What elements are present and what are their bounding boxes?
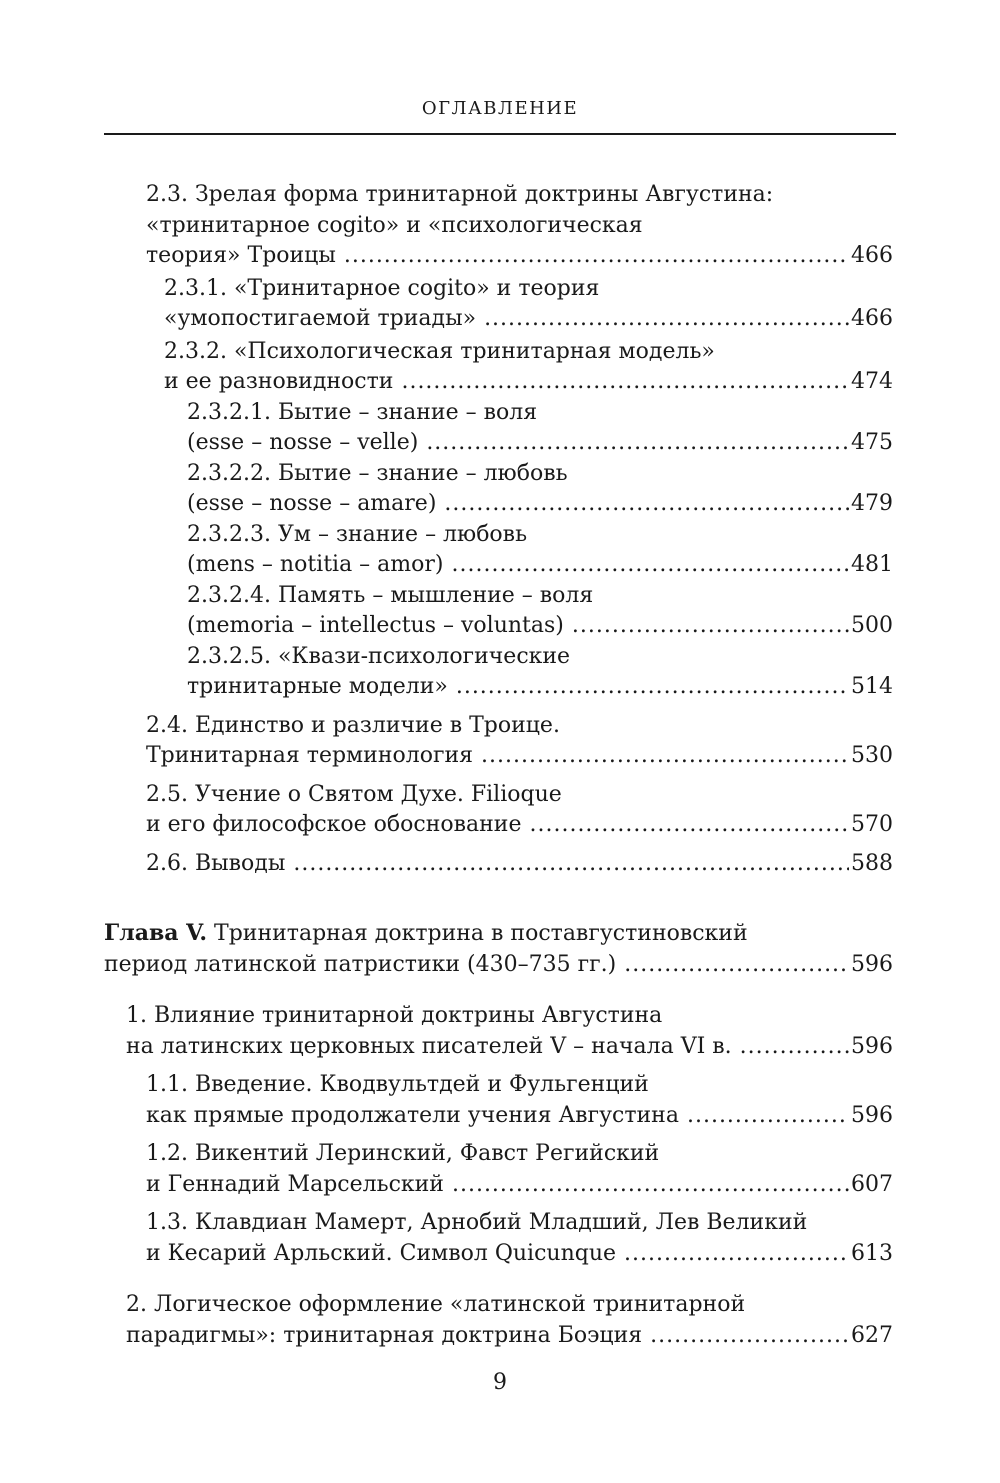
leader-dots — [344, 241, 849, 272]
toc-entry-line: 2.3.2.4. Память – мышление – воля — [187, 582, 594, 608]
toc-entry[interactable] — [0, 1139, 1000, 1200]
toc-entry[interactable] — [0, 1208, 1000, 1269]
toc-entry[interactable] — [0, 849, 1000, 880]
toc-entry-line: 1.2. Викентий Леринский, Фавст Регийский — [146, 1141, 660, 1166]
running-header: ОГЛАВЛЕНИЕ — [421, 98, 579, 119]
leader-dots — [426, 428, 849, 459]
toc-page-number: 514 — [851, 674, 893, 699]
toc-entry[interactable] — [0, 180, 1000, 272]
leader-dots — [444, 489, 849, 520]
toc-page-number: 570 — [851, 812, 893, 837]
toc-entry-line: 2. Логическое оформление «латинской тринитарной — [126, 1292, 746, 1317]
toc-entry-line: парадигмы»: тринитарная доктрина Боэция — [126, 1322, 643, 1348]
toc-entry-line: и Геннадий Марсельский — [146, 1171, 444, 1197]
chapter-label: Глава V. — [104, 920, 208, 946]
toc-entry-line: тринитарные модели» — [187, 674, 448, 699]
toc-entry-line: и ее разновидности — [164, 369, 394, 394]
toc-entry-line: и его философское обоснование — [146, 812, 522, 837]
leader-dots — [624, 950, 849, 981]
leader-dots — [572, 611, 849, 642]
toc-page-number: 627 — [851, 1322, 893, 1348]
toc-entry[interactable] — [0, 780, 1000, 841]
toc-entry-line: на латинских церковных писателей V – начала VI в. — [126, 1033, 732, 1059]
toc-entry-line: как прямые продолжатели учения Августина — [146, 1102, 679, 1128]
toc-entry-line: Тринитарная доктрина в поставгустиновский — [207, 921, 748, 946]
leader-dots — [650, 1321, 849, 1352]
toc-entry[interactable] — [0, 642, 1000, 703]
toc-entry[interactable] — [0, 398, 1000, 459]
toc-entry-line: и Кесарий Арльский. Символ Quicunque — [146, 1240, 617, 1266]
toc-entry-line: 2.4. Единство и различие в Троице. — [146, 712, 560, 738]
toc-entry-line: 2.3.2.2. Бытие – знание – любовь — [187, 460, 568, 486]
leader-dots — [452, 1170, 849, 1201]
toc-page-number: 607 — [851, 1171, 893, 1197]
toc-entry-line: (esse – nosse – velle) — [187, 430, 419, 455]
toc-entry[interactable] — [0, 1290, 1000, 1351]
toc-page-number: 613 — [851, 1240, 893, 1266]
header-rule — [104, 133, 896, 135]
toc-page-number: 530 — [851, 743, 893, 768]
toc-entry[interactable] — [0, 520, 1000, 581]
toc-page-number: 500 — [851, 613, 893, 638]
toc-page-number: 481 — [851, 552, 893, 577]
toc-entry-line: 2.3.1. «Тринитарное cogito» и теория — [164, 275, 600, 301]
page-number: 9 — [493, 1370, 507, 1395]
leader-dots — [624, 1239, 849, 1270]
toc-entry-line: 2.5. Учение о Святом Духе. Filioque — [146, 781, 562, 807]
toc-entry-line: 2.3.2.3. Ум – знание – любовь — [187, 521, 528, 547]
toc-page-number: 475 — [851, 430, 893, 455]
toc-entry-line: 2.6. Выводы — [146, 850, 286, 876]
toc-entry-line: 2.3.2. «Психологическая тринитарная модель» — [164, 338, 715, 364]
toc-page-number: 474 — [851, 369, 893, 394]
toc-entry-line: Тринитарная терминология — [146, 743, 474, 768]
leader-dots — [740, 1032, 849, 1063]
toc-entry[interactable] — [0, 337, 1000, 398]
toc-entry-line: 1.1. Введение. Кводвультдей и Фульгенций — [146, 1072, 649, 1097]
toc-entry[interactable] — [0, 459, 1000, 520]
toc-entry-line: (memoria – intellectus – voluntas) — [187, 613, 564, 638]
leader-dots — [687, 1101, 849, 1132]
toc-chapter-entry[interactable] — [0, 918, 1000, 980]
toc-entry-line: «тринитарное cogito» и «психологическая — [146, 212, 643, 238]
leader-dots — [452, 550, 849, 581]
toc-entry-line: 2.3.2.1. Бытие – знание – воля — [187, 399, 538, 425]
toc-page-number: 596 — [851, 951, 893, 977]
toc-page-number: 466 — [851, 243, 893, 268]
toc-page-number: 466 — [851, 306, 893, 331]
toc-entry-line: 1.3. Клавдиан Мамерт, Арнобий Младший, Лев Великий — [146, 1210, 808, 1235]
leader-dots — [456, 672, 849, 703]
toc-list — [0, 180, 1000, 1351]
toc-entry-line: 1. Влияние тринитарной доктрины Августина — [126, 1003, 663, 1028]
leader-dots — [529, 810, 849, 841]
toc-page-number: 588 — [851, 850, 893, 876]
toc-page-number: 479 — [851, 491, 893, 516]
toc-entry[interactable] — [0, 581, 1000, 642]
toc-entry-line: 2.3. Зрелая форма тринитарной доктрины Августина: — [146, 182, 774, 207]
toc-entry-line: (mens – notitia – amor) — [187, 552, 444, 577]
toc-entry-line: 2.3.2.5. «Квази-психологические — [187, 643, 571, 669]
toc-entry[interactable] — [0, 1001, 1000, 1062]
toc-page-number: 596 — [851, 1033, 893, 1059]
toc-entry[interactable] — [0, 274, 1000, 335]
toc-entry-line: период латинской патристики (430–735 гг.) — [104, 951, 617, 977]
leader-dots — [401, 367, 849, 398]
toc-entry-line: теория» Троицы — [146, 243, 336, 268]
leader-dots — [481, 741, 849, 772]
leader-dots — [484, 304, 849, 335]
toc-entry[interactable] — [0, 711, 1000, 772]
toc-entry-line: «умопостигаемой триады» — [164, 306, 477, 331]
leader-dots — [293, 849, 849, 880]
toc-page-number: 596 — [851, 1102, 893, 1128]
toc-entry[interactable] — [0, 1070, 1000, 1131]
toc-entry-line: (esse – nosse – amare) — [187, 491, 437, 516]
